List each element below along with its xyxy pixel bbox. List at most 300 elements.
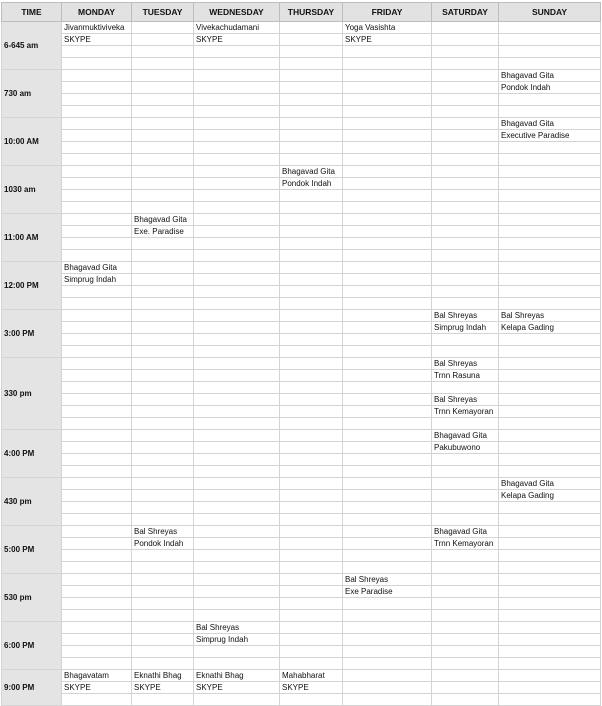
empty-cell [62,214,132,226]
empty-cell [499,274,601,286]
class-entry-monday: Simprug Indah [62,274,132,286]
header-tuesday: TUESDAY [132,3,194,22]
empty-cell [132,430,194,442]
empty-cell [280,478,343,490]
empty-cell [343,490,432,502]
empty-cell [194,250,280,262]
empty-cell [499,346,601,358]
empty-cell [132,694,194,706]
empty-cell [499,238,601,250]
schedule-row [2,370,601,382]
empty-cell [280,622,343,634]
schedule-row [2,598,601,610]
empty-cell [432,346,499,358]
schedule-row [2,442,601,454]
class-entry-sunday: Kelapa Gading [499,490,601,502]
empty-cell [343,454,432,466]
empty-cell [62,466,132,478]
empty-cell [432,634,499,646]
schedule-row [2,646,601,658]
empty-cell [194,142,280,154]
empty-cell [62,562,132,574]
empty-cell [132,346,194,358]
empty-cell [132,154,194,166]
empty-cell [432,70,499,82]
empty-cell [343,154,432,166]
empty-cell [499,430,601,442]
empty-cell [499,286,601,298]
empty-cell [194,298,280,310]
schedule-row [2,70,601,82]
empty-cell [62,454,132,466]
empty-cell [280,490,343,502]
empty-cell [62,406,132,418]
empty-cell [62,310,132,322]
empty-cell [499,658,601,670]
schedule-row [2,406,601,418]
empty-cell [280,658,343,670]
empty-cell [432,334,499,346]
empty-cell [432,658,499,670]
empty-cell [132,310,194,322]
empty-cell [132,382,194,394]
schedule-row [2,394,601,406]
empty-cell [432,490,499,502]
empty-cell [280,442,343,454]
class-entry-monday: SKYPE [62,682,132,694]
empty-cell [194,154,280,166]
class-entry-tuesday: Bal Shreyas [132,526,194,538]
empty-cell [343,106,432,118]
schedule-row [2,142,601,154]
header-monday: MONDAY [62,3,132,22]
schedule-row [2,550,601,562]
empty-cell [343,130,432,142]
empty-cell [432,238,499,250]
empty-cell [62,538,132,550]
empty-cell [499,58,601,70]
empty-cell [62,586,132,598]
empty-cell [343,430,432,442]
empty-cell [343,94,432,106]
time-slot-label: 1030 am [2,166,62,214]
empty-cell [343,550,432,562]
empty-cell [194,646,280,658]
empty-cell [343,694,432,706]
empty-cell [432,58,499,70]
empty-cell [280,250,343,262]
empty-cell [194,334,280,346]
empty-cell [280,370,343,382]
empty-cell [132,58,194,70]
empty-cell [343,250,432,262]
empty-cell [343,382,432,394]
empty-cell [62,178,132,190]
empty-cell [194,166,280,178]
empty-cell [132,274,194,286]
empty-cell [499,610,601,622]
empty-cell [499,202,601,214]
empty-cell [432,22,499,34]
schedule-row [2,574,601,586]
empty-cell [343,322,432,334]
empty-cell [280,694,343,706]
empty-cell [194,382,280,394]
empty-cell [132,406,194,418]
empty-cell [432,202,499,214]
empty-cell [62,346,132,358]
empty-cell [432,418,499,430]
empty-cell [132,238,194,250]
schedule-row [2,130,601,142]
empty-cell [194,178,280,190]
empty-cell [62,610,132,622]
class-entry-wednesday: SKYPE [194,34,280,46]
empty-cell [280,310,343,322]
empty-cell [194,526,280,538]
empty-cell [62,70,132,82]
empty-cell [343,646,432,658]
empty-cell [132,46,194,58]
empty-cell [132,190,194,202]
empty-cell [499,514,601,526]
empty-cell [432,106,499,118]
class-entry-saturday: Trnn Rasuna [432,370,499,382]
empty-cell [432,514,499,526]
empty-cell [194,358,280,370]
schedule-row [2,358,601,370]
empty-cell [62,334,132,346]
empty-cell [343,142,432,154]
empty-cell [280,142,343,154]
empty-cell [280,430,343,442]
header-friday: FRIDAY [343,3,432,22]
class-entry-friday: Bal Shreyas [343,574,432,586]
empty-cell [62,202,132,214]
empty-cell [194,658,280,670]
empty-cell [432,178,499,190]
empty-cell [280,118,343,130]
empty-cell [280,334,343,346]
empty-cell [132,490,194,502]
empty-cell [62,430,132,442]
empty-cell [343,190,432,202]
schedule-row [2,538,601,550]
schedule-row [2,106,601,118]
empty-cell [343,670,432,682]
schedule-body [2,22,601,706]
header-thursday: THURSDAY [280,3,343,22]
empty-cell [499,154,601,166]
schedule-row [2,346,601,358]
empty-cell [132,394,194,406]
empty-cell [132,658,194,670]
class-entry-tuesday: Exe. Paradise [132,226,194,238]
empty-cell [343,202,432,214]
empty-cell [499,550,601,562]
empty-cell [194,202,280,214]
schedule-row [2,22,601,34]
empty-cell [499,382,601,394]
empty-cell [132,334,194,346]
empty-cell [132,250,194,262]
empty-cell [132,22,194,34]
empty-cell [499,94,601,106]
header-wednesday: WEDNESDAY [194,3,280,22]
empty-cell [132,610,194,622]
empty-cell [432,574,499,586]
empty-cell [62,322,132,334]
empty-cell [343,298,432,310]
empty-cell [499,622,601,634]
schedule-row [2,610,601,622]
empty-cell [432,274,499,286]
empty-cell [194,562,280,574]
empty-cell [499,262,601,274]
schedule-row [2,250,601,262]
empty-cell [343,166,432,178]
empty-cell [132,514,194,526]
empty-cell [132,574,194,586]
empty-cell [499,454,601,466]
schedule-row [2,274,601,286]
schedule-row [2,634,601,646]
empty-cell [132,118,194,130]
empty-cell [343,226,432,238]
empty-cell [280,406,343,418]
empty-cell [194,190,280,202]
class-entry-monday: SKYPE [62,34,132,46]
class-entry-sunday: Pondok Indah [499,82,601,94]
empty-cell [194,490,280,502]
class-entry-wednesday: Bal Shreyas [194,622,280,634]
schedule-row [2,154,601,166]
empty-cell [194,466,280,478]
empty-cell [62,418,132,430]
empty-cell [194,46,280,58]
empty-cell [432,82,499,94]
schedule-row [2,46,601,58]
empty-cell [280,58,343,70]
empty-cell [499,298,601,310]
empty-cell [343,394,432,406]
empty-cell [62,190,132,202]
class-entry-sunday: Kelapa Gading [499,322,601,334]
empty-cell [499,142,601,154]
empty-cell [280,550,343,562]
empty-cell [432,130,499,142]
empty-cell [343,634,432,646]
empty-cell [499,634,601,646]
empty-cell [499,370,601,382]
class-entry-wednesday: Vivekachudamani [194,22,280,34]
header-time: TIME [2,3,62,22]
empty-cell [432,502,499,514]
empty-cell [343,46,432,58]
empty-cell [194,286,280,298]
schedule-row [2,322,601,334]
class-entry-thursday: Mahabharat [280,670,343,682]
empty-cell [194,502,280,514]
empty-cell [499,34,601,46]
empty-cell [132,454,194,466]
empty-cell [499,562,601,574]
empty-cell [499,394,601,406]
empty-cell [194,94,280,106]
empty-cell [194,394,280,406]
class-entry-saturday: Simprug Indah [432,322,499,334]
empty-cell [343,274,432,286]
empty-cell [194,310,280,322]
empty-cell [280,634,343,646]
empty-cell [194,574,280,586]
empty-cell [280,514,343,526]
header-row [2,3,601,22]
empty-cell [194,610,280,622]
empty-cell [132,202,194,214]
schedule-row [2,514,601,526]
empty-cell [194,214,280,226]
class-entry-sunday: Bhagavad Gita [499,118,601,130]
empty-cell [343,346,432,358]
empty-cell [432,694,499,706]
weekly-schedule-table [1,2,601,706]
empty-cell [194,550,280,562]
empty-cell [62,502,132,514]
empty-cell [432,94,499,106]
empty-cell [343,262,432,274]
empty-cell [280,358,343,370]
empty-cell [499,106,601,118]
schedule-row [2,298,601,310]
time-slot-label: 11:00 AM [2,214,62,262]
empty-cell [432,598,499,610]
empty-cell [194,238,280,250]
empty-cell [343,514,432,526]
empty-cell [132,94,194,106]
time-slot-label: 3:00 PM [2,310,62,358]
empty-cell [280,94,343,106]
empty-cell [432,214,499,226]
empty-cell [62,106,132,118]
empty-cell [62,646,132,658]
empty-cell [132,478,194,490]
schedule-row [2,202,601,214]
time-slot-label: 6:00 PM [2,622,62,670]
empty-cell [432,670,499,682]
class-entry-saturday: Bhagavad Gita [432,430,499,442]
empty-cell [432,562,499,574]
schedule-row [2,682,601,694]
empty-cell [499,538,601,550]
empty-cell [499,682,601,694]
empty-cell [62,598,132,610]
empty-cell [132,502,194,514]
empty-cell [499,586,601,598]
schedule-row [2,658,601,670]
empty-cell [343,214,432,226]
empty-cell [280,226,343,238]
empty-cell [280,130,343,142]
empty-cell [432,622,499,634]
empty-cell [62,550,132,562]
empty-cell [280,214,343,226]
schedule-wrapper [1,2,601,706]
schedule-row [2,118,601,130]
empty-cell [280,22,343,34]
class-entry-thursday: SKYPE [280,682,343,694]
class-entry-tuesday: SKYPE [132,682,194,694]
empty-cell [132,142,194,154]
empty-cell [62,298,132,310]
empty-cell [343,502,432,514]
empty-cell [62,94,132,106]
empty-cell [343,82,432,94]
empty-cell [432,118,499,130]
empty-cell [62,130,132,142]
empty-cell [62,370,132,382]
empty-cell [499,502,601,514]
class-entry-monday: Bhagavatam [62,670,132,682]
empty-cell [62,238,132,250]
schedule-row [2,34,601,46]
schedule-row [2,58,601,70]
empty-cell [132,586,194,598]
empty-cell [194,322,280,334]
header-saturday: SATURDAY [432,3,499,22]
empty-cell [62,382,132,394]
empty-cell [194,70,280,82]
empty-cell [432,142,499,154]
empty-cell [432,286,499,298]
empty-cell [62,490,132,502]
time-slot-label: 730 am [2,70,62,118]
empty-cell [194,418,280,430]
schedule-row [2,94,601,106]
empty-cell [343,178,432,190]
schedule-row [2,262,601,274]
empty-cell [343,562,432,574]
class-entry-saturday: Bal Shreyas [432,310,499,322]
empty-cell [343,610,432,622]
empty-cell [194,130,280,142]
empty-cell [194,226,280,238]
schedule-row [2,166,601,178]
schedule-row [2,334,601,346]
time-slot-label: 430 pm [2,478,62,526]
class-entry-saturday: Bal Shreyas [432,358,499,370]
empty-cell [280,238,343,250]
schedule-row [2,478,601,490]
empty-cell [343,526,432,538]
empty-cell [432,34,499,46]
empty-cell [132,370,194,382]
empty-cell [499,178,601,190]
empty-cell [432,226,499,238]
empty-cell [280,106,343,118]
class-entry-thursday: Bhagavad Gita [280,166,343,178]
time-slot-label: 12:00 PM [2,262,62,310]
time-slot-label: 10:00 AM [2,118,62,166]
empty-cell [62,286,132,298]
empty-cell [62,526,132,538]
empty-cell [499,646,601,658]
class-entry-thursday: Pondok Indah [280,178,343,190]
schedule-row [2,82,601,94]
empty-cell [343,466,432,478]
empty-cell [432,262,499,274]
empty-cell [432,298,499,310]
